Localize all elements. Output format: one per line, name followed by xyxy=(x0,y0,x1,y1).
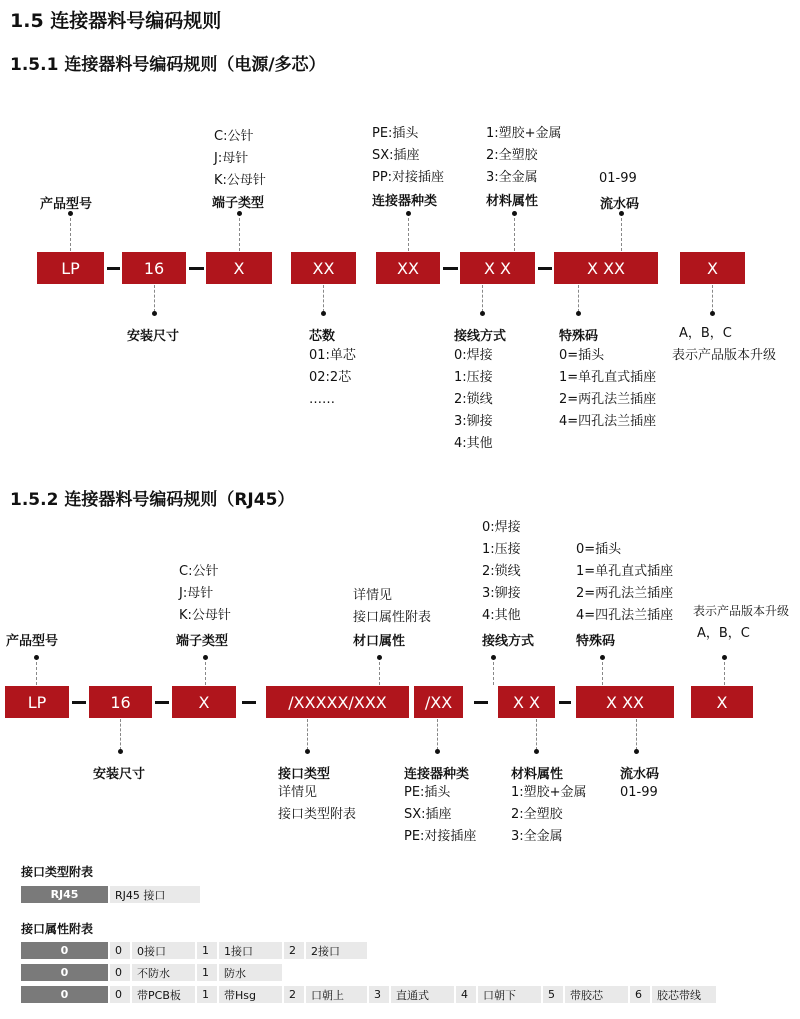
label-terminal-type: 端子类型 xyxy=(176,634,229,649)
label-special: 特殊码 xyxy=(559,329,599,344)
label-wiring: 接线方式 xyxy=(454,329,507,344)
label-product-model: 产品型号 xyxy=(40,197,93,212)
label-product-model: 产品型号 xyxy=(6,634,59,649)
port-attr-table-title: 接口属性附表 xyxy=(21,922,94,936)
conn-type-options: PE:插头 SX:插座 PE:对接插座 xyxy=(404,785,477,844)
section-title-power: 1.5.1 连接器料号编码规则（电源/多芯） xyxy=(10,55,326,75)
version-desc: 表示产品版本升级 xyxy=(672,348,777,363)
serial-range: 01-99 xyxy=(599,171,637,186)
port-type-ref: 详情见 接口类型附表 xyxy=(278,785,357,822)
label-serial: 流水码 xyxy=(600,197,640,212)
code-box-version: X xyxy=(691,686,753,718)
label-cores: 芯数 xyxy=(309,329,336,344)
label-install-size: 安装尺寸 xyxy=(93,767,146,782)
label-wiring: 接线方式 xyxy=(482,634,535,649)
code-box-size: 16 xyxy=(89,686,152,718)
label-conn-type: 连接器种类 xyxy=(404,767,470,782)
version-letters: A，B，C xyxy=(697,626,750,641)
code-box-size: 16 xyxy=(122,252,186,284)
label-port-attr: 材口属性 xyxy=(353,634,406,649)
port-attr-ref: 详情见 接口属性附表 xyxy=(353,588,432,625)
separator xyxy=(474,701,488,704)
cores-options: 01:单芯 02:2芯 …… xyxy=(309,348,356,407)
separator xyxy=(559,701,571,704)
terminal-options: C:公针 J:母针 K:公母针 xyxy=(179,564,231,623)
separator xyxy=(72,701,86,704)
label-material: 材料属性 xyxy=(511,767,564,782)
code-box-conn-type: XX xyxy=(376,252,440,284)
code-box-wiring-material: X X xyxy=(460,252,535,284)
code-box-port: /XXXXX/XXX xyxy=(266,686,409,718)
label-terminal-type: 端子类型 xyxy=(212,196,265,211)
table-row: RJ45 RJ45 接口 xyxy=(21,886,200,903)
table-row: 0 0 0接口 1 1接口 2 2接口 xyxy=(21,942,367,959)
separator xyxy=(107,267,120,270)
section-title-rj45: 1.5.2 连接器料号编码规则（RJ45） xyxy=(10,490,295,510)
special-options: 0=插头 1=单孔直式插座 2=两孔法兰插座 4=四孔法兰插座 xyxy=(576,542,674,623)
port-type-table-title: 接口类型附表 xyxy=(21,865,94,879)
separator xyxy=(242,701,256,704)
conn-type-options: PE:插头 SX:插座 PP:对接插座 xyxy=(372,126,445,185)
separator xyxy=(155,701,169,704)
table-row: 0 0 带PCB板 1 带Hsg 2 口朝上 3 直通式 4 口朝下 5 带胶芯 6 胶芯带线 xyxy=(21,986,716,1003)
label-install-size: 安装尺寸 xyxy=(127,329,180,344)
separator xyxy=(189,267,204,270)
code-box-wiring-material: X X xyxy=(498,686,555,718)
code-box-special-serial: X XX xyxy=(554,252,658,284)
material-options: 1:塑胶+金属 2:全塑胶 3:全金属 xyxy=(486,126,562,185)
code-box-terminal: X xyxy=(172,686,236,718)
code-box-conn-type: /XX xyxy=(414,686,463,718)
label-serial: 流水码 xyxy=(620,767,660,782)
label-conn-type: 连接器种类 xyxy=(372,194,438,209)
wiring-options: 0:焊接 1:压接 2:锁线 3:铆接 4:其他 xyxy=(482,520,521,623)
code-box-special-serial: X XX xyxy=(576,686,674,718)
code-box-lp: LP xyxy=(37,252,104,284)
label-special: 特殊码 xyxy=(576,634,616,649)
code-box-lp: LP xyxy=(5,686,69,718)
version-letters: A，B，C xyxy=(679,326,732,341)
separator xyxy=(443,267,458,270)
label-material: 材料属性 xyxy=(486,194,539,209)
special-options: 0=插头 1=单孔直式插座 2=两孔法兰插座 4=四孔法兰插座 xyxy=(559,348,657,429)
code-box-cores: XX xyxy=(291,252,356,284)
serial-range: 01-99 xyxy=(620,785,658,800)
wiring-options: 0:焊接 1:压接 2:锁线 3:铆接 4:其他 xyxy=(454,348,493,451)
separator xyxy=(538,267,552,270)
terminal-options: C:公针 J:母针 K:公母针 xyxy=(214,129,266,188)
code-box-version: X xyxy=(680,252,745,284)
material-options: 1:塑胶+金属 2:全塑胶 3:全金属 xyxy=(511,785,587,844)
page-title: 1.5 连接器料号编码规则 xyxy=(10,10,222,32)
code-box-terminal: X xyxy=(206,252,272,284)
label-port-type: 接口类型 xyxy=(278,767,331,782)
table-row: 0 0 不防水 1 防水 xyxy=(21,964,282,981)
version-desc: 表示产品版本升级 xyxy=(693,604,790,618)
